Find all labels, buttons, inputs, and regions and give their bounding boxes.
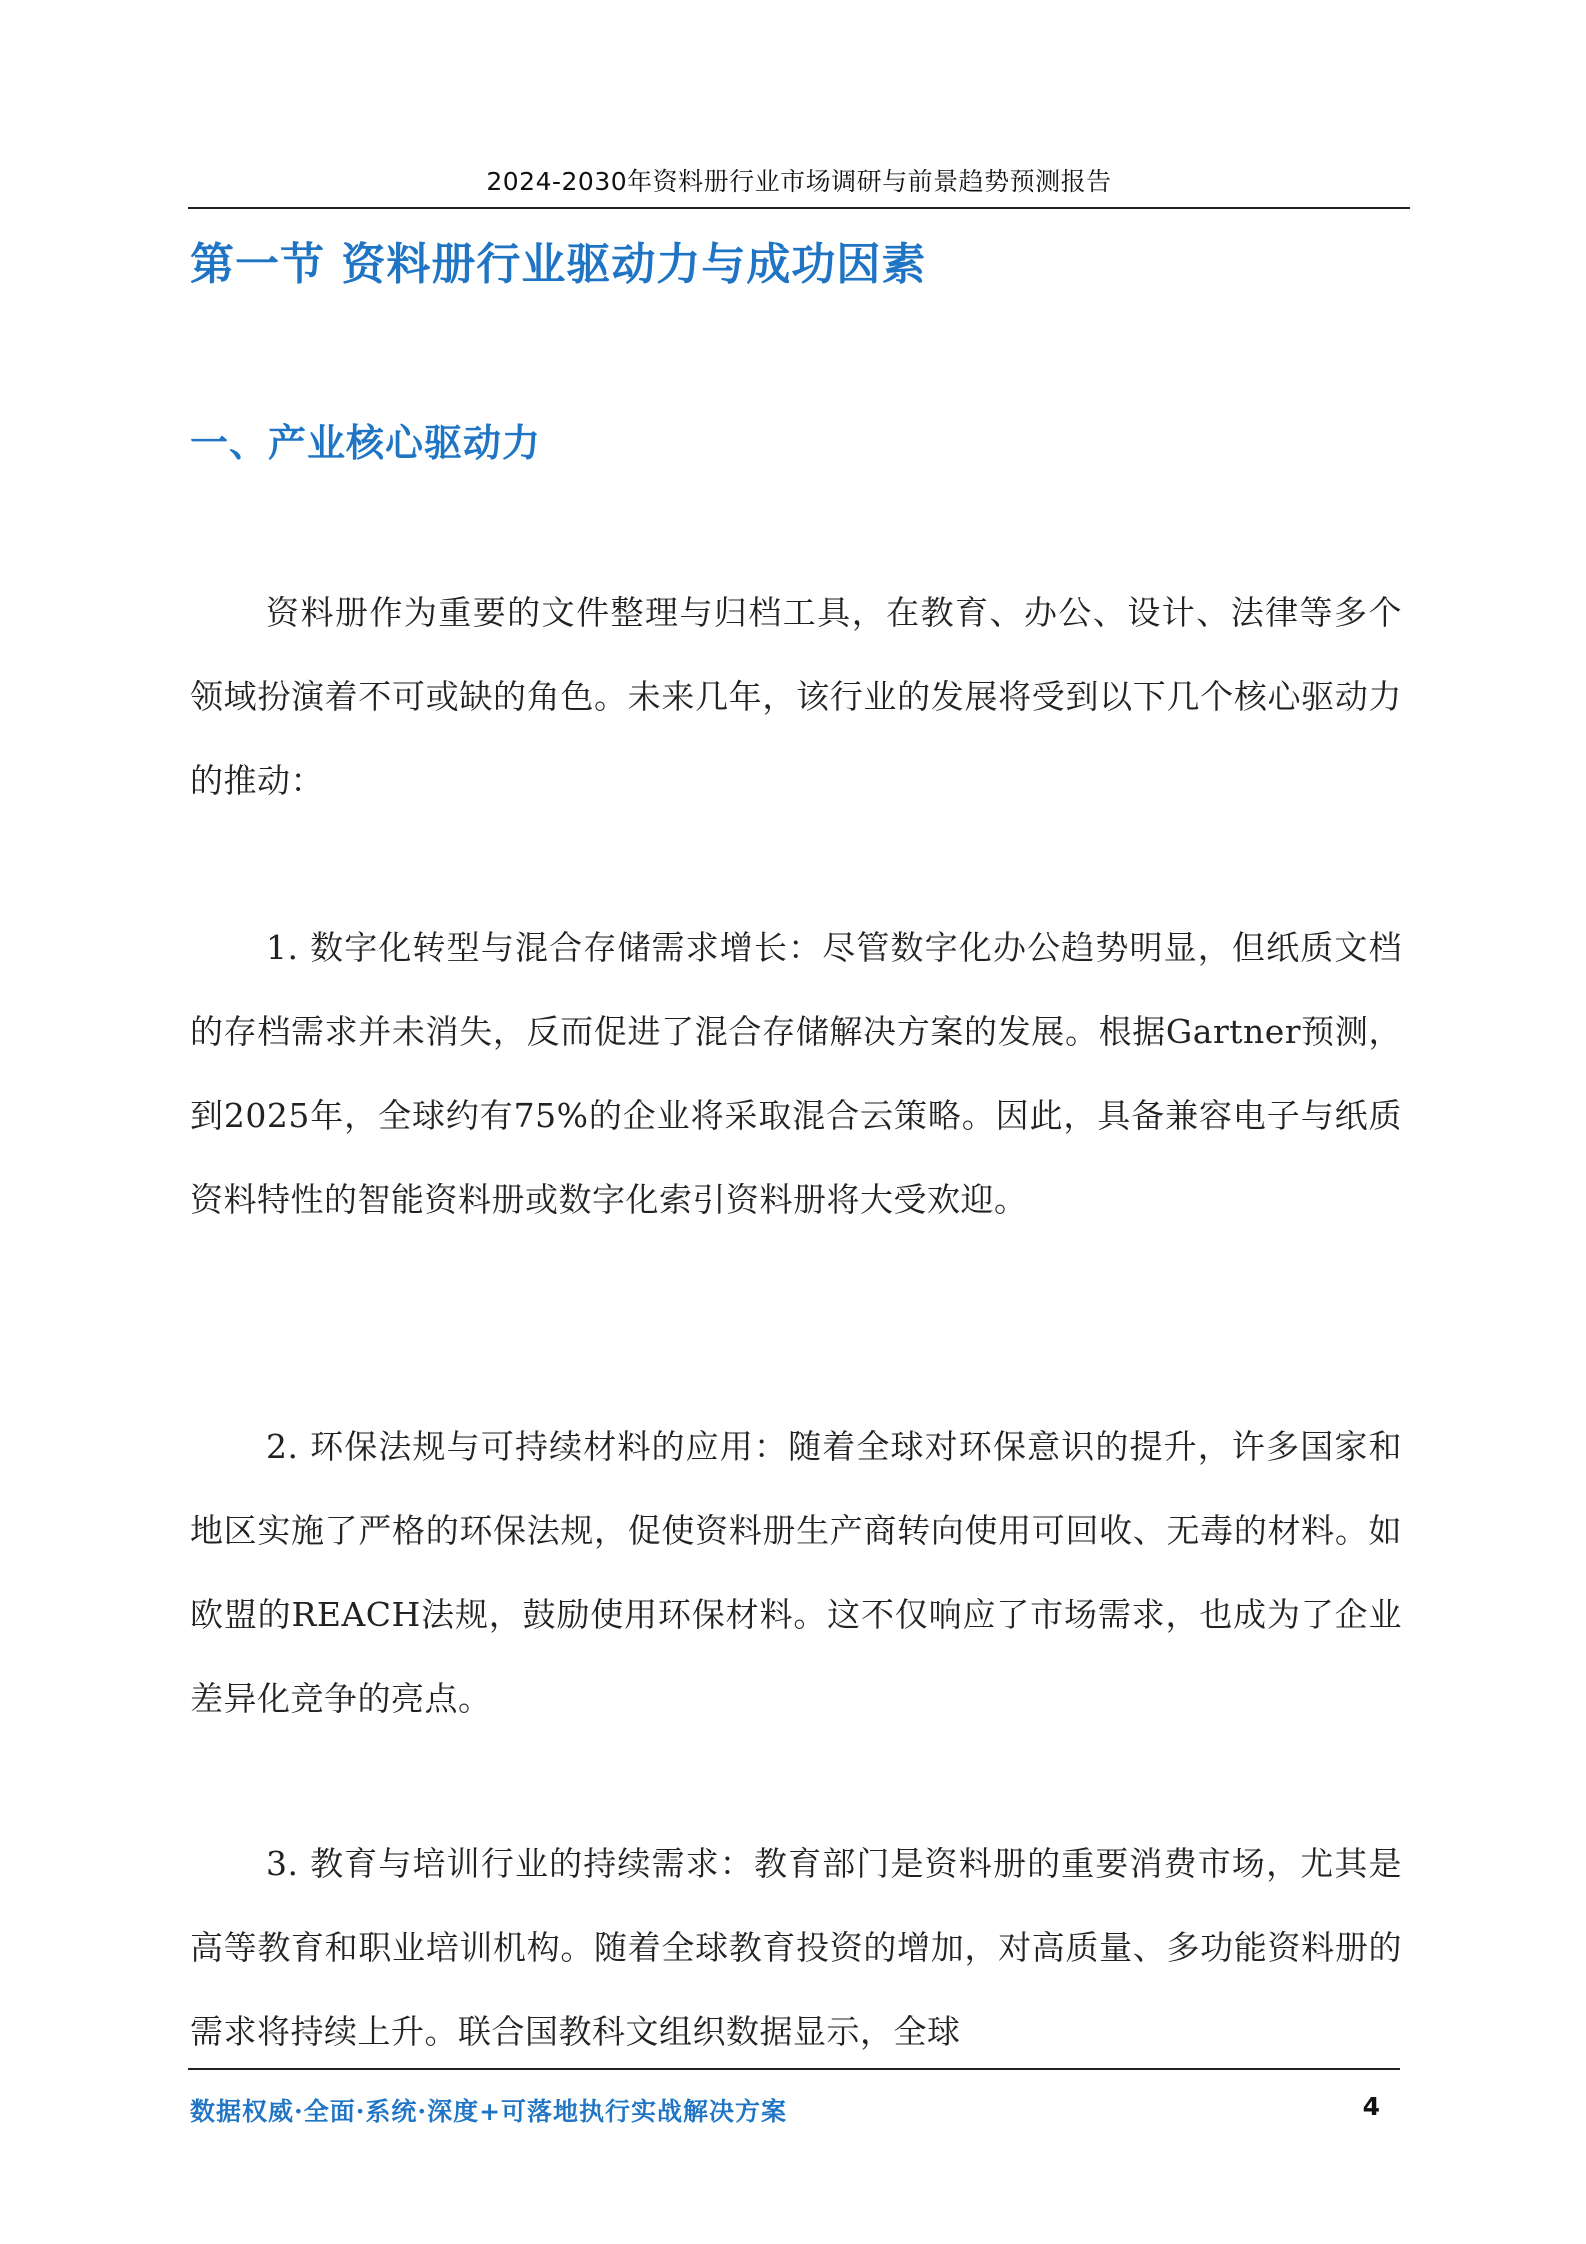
driver-item-3: 3. 教育与培训行业的持续需求：教育部门是资料册的重要消费市场，尤其是高等教育和职业培训机构。随着全球教育投资的增加，对高质量、多功能资料册的需求将持续上升。联合国教科文组织数据显示，全球 bbox=[190, 1844, 1402, 2051]
driver-item-1: 1. 数字化转型与混合存储需求增长：尽管数字化办公趋势明显，但纸质文档的存档需求并未消失，反而促进了混合存储解决方案的发展。根据Gartner预测，到2025年，全球约有75%的企业将采取混合云策略。因此，具备兼容电子与纸质资料特性的智能资料册或数字化索引资料册将大受欢迎。 bbox=[190, 928, 1402, 1219]
running-header: 2024-2030年资料册行业市场调研与前景趋势预测报告 bbox=[486, 167, 1112, 196]
subsection-title: 一、产业核心驱动力 bbox=[190, 421, 542, 465]
driver-item-2: 2. 环保法规与可持续材料的应用：随着全球对环保意识的提升，许多国家和地区实施了严格的环保法规，促使资料册生产商转向使用可回收、无毒的材料。如欧盟的REACH法规，鼓励使用环保材料。这不仅响应了市场需求，也成为了企业差异化竞争的亮点。 bbox=[190, 1427, 1402, 1718]
intro-paragraph: 资料册作为重要的文件整理与归档工具，在教育、办公、设计、法律等多个领域扮演着不可或缺的角色。未来几年，该行业的发展将受到以下几个核心驱动力的推动： bbox=[190, 593, 1402, 800]
header-divider bbox=[188, 207, 1410, 209]
section-title: 第一节 资料册行业驱动力与成功因素 bbox=[190, 239, 927, 290]
footer-slogan: 数据权威·全面·系统·深度+可落地执行实战解决方案 bbox=[190, 2097, 788, 2126]
footer-divider bbox=[188, 2068, 1400, 2070]
page-number: 4 bbox=[1362, 2092, 1380, 2121]
